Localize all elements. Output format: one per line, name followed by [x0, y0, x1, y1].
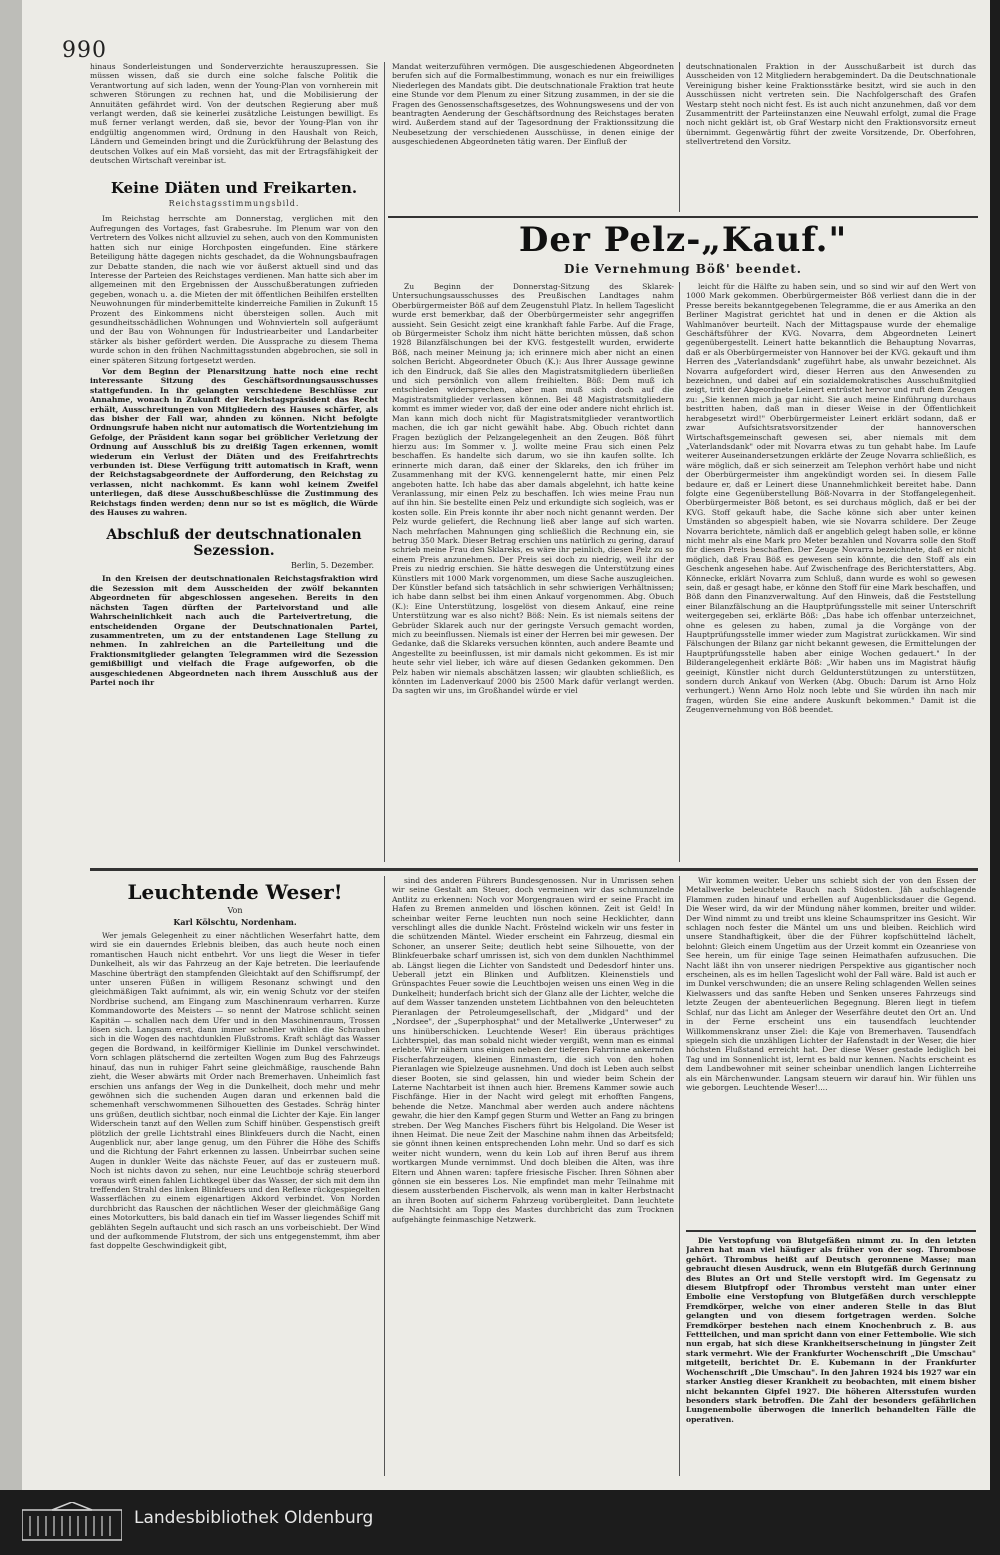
article-weser-1: Wer jemals Gelegenheit zu einer nächtlichen Weserfahrt hatte, dem wird sie ein dauerndes Erlebnis bleiben, das auch heute noch einen romantischen Hauch nicht entbehrt. Vor uns liegt die Weser in tiefer Dunkelheit, als wir das Fahrzeug an der Kaje betreten. Die leerlaufende Maschine überträgt den stampfenden Gleichtakt auf den Schiffsrumpf, der unter unseren Füßen in willigem Resonanz schwingt und den gleichmäßigen Takt aufnimmt, als wir, ein wenig Schutz vor der steifen Nordbrise suchend, am Eingang zum Maschinenraum verharren. Kurze Kommandoworte des Meisters — so nennt der Matrose schlicht seinen Kapitän — schallen nach dem Ufer und in den Maschinenraum, Trossen lösen sich. Langsam erst, dann immer schneller wühlen die Schrauben sich in die Wogen des nachtdunklen Flußstroms. Kraft schlägt das Wasser gegen die Bordwand, in keilförmiger Kiellinie im Dunkel verschwindet. Vorn schlagen plätschernd die zerteilten Wogen zum Bug des Fahrzeugs hinauf, das nun in ruhiger Fahrt seine gleichmäßige, rauschende Bahn zieht, die Weser abwärts mit Order nach Bremerhaven. Unheimlich fast erschien uns anfangs der Weg in die Dunkelheit, doch mehr und mehr gewöhnen sich die suchenden Augen daran und erkennen bald die schemenhaft verschwommenen Silhouetten des Gestades. Schräg hinter uns grüßen, deutlich sichtbar, noch einmal die Lichter der Kaje. Ein langer Widerschein tanzt auf den Wellen zum Schiff hinüber. Gespenstisch greift plötzlich der grelle Lichtstrahl eines Blinkfeuers durch die Nacht, einen Augenblick nur, aber lange genug, um den Führer die Höhe des Schiffs und die Richtung der Fahrt erkennen zu lassen. Unbeirrbar suchen seine Augen in dunkler Weite das nächste Feuer, auf das er zusteuern muß. Noch ist nichts davon zu sehen, nur eine Leuchtboje schräg steuerbord voraus wirft einen fahlen Lichtkegel über das Wasser, der sich mit dem ihn treffenden Strahl des linken Blinkfeuers und den Reflexe rückgespiegelten Wasserflächen zu einem eigenartigen Akkord verbindet. Von Norden durchbricht das Rauschen der nächtlichen Weser der gleichmäßige Gang eines Motorkutters, bis bald danach ein tief im Wasser liegendes Schiff mit geblähten Segeln auftaucht und sich rasch an uns vorbeischiebt. Der Wind und der aufkommende Flutstrom, der sich uns entgegenstemmt, ihm aber fast doppelte Geschwindigkeit gibt, [90, 931, 380, 1251]
blut-column [686, 1236, 976, 1476]
column-1 [90, 62, 378, 862]
section-rule [686, 1230, 976, 1232]
headline-weser: Leuchtende Weser! [127, 880, 343, 904]
article-weser-2: sind des anderen Führers Bundesgenossen. Nur in Umrissen sehen wir seine Gestalt am Steuer, doch vermeinen wir das schmunzelnde Antlitz zu erkennen: Noch vor Morgengrauen wird er seine Fracht im Hafen zu Bremen anmelden und löschen können. Zeit ist Geld! In scheinbar weiter Ferne leuchten nun noch seine Hecklichter, dann verschlingt alles die dunkle Nacht. Fröstelnd wickeln wir uns fester in die schützenden Mäntel. Wieder erscheint ein Fahrzeug, diesmal ein Schoner, an unserer Seite; deutlich hebt seine Silhouette, von der Blinkfeuerbake scharf umrissen ist, sich von dem dunklen Nachthimmel ab. Längst liegen die Lichter von Sandstedt und Dedesdorf hinter uns. Ueberall jetzt ein Blinken und Aufblitzen. Kleinenstiels und Grünspachtes Feuer sowie die Leuchtbojen weisen uns einen Weg in die Dunkelheit; hunderfach bricht sich der Glanz alle der Lichter, welche die auf dem Wasser tanzenden unstetem Lichtbahnen von den beleuchteten Pieranlagen der Petroleumgesellschaft, der „Midgard" und der „Nordsee", der „Superphosphat" und der Metallwerke „Unterweser" zu uns hinüberschicken. Leuchtende Weser! Ein überaus prächtiges Lichterspiel, das man sobald nicht wieder vergißt, wenn man es einmal erlebte. Wir nähern uns einigen neben der tieferen Fahrrinne ankernden Fischerfahrzeugen, kleinen Einmastern, die sich von den hohen Pieranlagen wie Spielzeuge ausnehmen. Und doch ist Leben auch selbst dieser Booten, sie sind gelassen, hin und wieder beim Schein der Laterne Nachtarbeit ist ihnen auch hier. Bremens Kammer sowie auch Fischfänge. Hier in der Nacht wird gelegt mit erhofften Fangens, behende die Netze. Manchmal aber werden auch andere nächtens gewahr, die hier den Kampf gegen Sturm und Wetter an Fang zu bringen streben. Der Weg Manches Fischers führt bis Helgoland. Die Weser ist ihnen Heimat. Die neue Zeit der Maschine nahm ihnen das Arbeitsfeld; sie gönnt ihnen keinen entsprechenden Lohn mehr. Und so darf es sich weiter nicht wundern, wenn du kein Lob auf ihren Beruf aus ihrem wortkargen Munde vernimmst. Und doch bleiben die Alten, was ihre Eltern und Ahnen waren: tapfere friesische Fischer. Ihren Söhnen aber gönnen sie ein besseres Los. Nie empfindet man mehr Teilnahme mit diesem aussterbenden Fischervolk, als wenn man in kalter Herbstnacht an ihren Booten auf sicherm Fahrzeug vorübergleitet. Dann leuchtete die Nachtsicht am Topp des Mastes durchbricht das zum Trocknen aufgehängte feinmaschige Netzwerk. [392, 876, 674, 1224]
pelz-column-left [392, 282, 674, 862]
headline-diaeten: Keine Diäten und Freikarten. [110, 179, 358, 198]
dateline-berlin: Berlin, 5. Dezember. [291, 561, 374, 571]
binder-edge [0, 0, 22, 1490]
pelz-column-right [686, 282, 976, 862]
byline-author: Karl Kölschtu, Nordenham. [173, 917, 297, 927]
article-sezession: In den Kreisen der deutschnationalen Reichstagsfraktion wird die Sezession mit dem Ausscheiden der zwölf bekannten Abgeordneten für abgeschlossen angesehen. Bereits in den nächsten Tagen dürften der Parteivorstand und alle Wahrscheinlichkeit nach auch die Parteivertretung, die entscheidenden Organe der Deutschnationalen Partei, zusammentreten, um zu der entstandenen Lage Stellung zu nehmen. In zahlreichen an die Parteileitung und die Fraktionsmitglieder gelangten Telegrammen wird die Sezession gemißbilligt und vielfach die Frage aufgeworfen, ob die ausgeschiedenen Abgeordneten nach ihrem Ausschluß aus der Partei noch ihr [90, 574, 378, 687]
article-intro: hinaus Sonderleistungen und Sonderverzichte herauszupressen. Sie müssen wissen, daß sie durch eine solche falsche Politik die Verantwortung auf sich laden, wenn der Young-Plan von vornherein mit schweren Störungen zu rechnen hat, und die Mobilisierung der Annuitäten gefährdet wird. Von der deutschen Regierung aber muß verlangt werden, daß sie keinerlei zusätzliche Leistungen bewilligt. Es muß ferner verlangt werden, daß sie, bevor der Young-Plan von ihr endgültig angenommen wird, Ordnung in den Haushalt von Reich, Ländern und Gemeinden bringt und die Zurückführung der Belastung des deutschen Volkes auf ein Maß vorsieht, das mit der Ertragsfähigkeit der deutschen Wirtschaft vereinbar ist. [90, 62, 378, 166]
weser-column-3 [686, 876, 976, 1226]
column-divider [679, 876, 680, 1476]
library-footer [0, 1490, 1000, 1555]
article-diaeten-2: Vor dem Beginn der Plenarsitzung hatte noch eine recht interessante Sitzung des Geschäftsordnungsausschusses stattgefunden. In ihr gelangten verschiedene Beschlüsse zur Annahme, wonach in Zukunft der Reichstagspräsident das Recht erhält, Ausschreitungen von Mitgliedern des Hauses schärfer, als das bisher der Fall war, ahnden zu können. Nicht befolgte Ordnungsrufe haben nicht nur automatisch die Wortentziehung im Gefolge, der Präsident kann sogar bei gröblicher Verletzung der Ordnung auf Ausschluß bis zu dreißig Tagen erkennen, womit wiederum ein Verlust der Diäten und des Freifahrtrechts verbunden ist. Diese Verfügung tritt automatisch in Kraft, wenn der Reichstagsabgeordnete der Aufforderung, den Reichstag zu verlassen, nicht nachkommt. Es kann wohl keinem Zweifel unterliegen, daß diese Ausschußbeschlüsse die Zustimmung des Reichstags finden werden; denn nur so ist es möglich, die Würde des Hauses zu wahren. [90, 366, 378, 518]
article-fraktion: deutschnationalen Fraktion in der Ausschußarbeit ist durch das Ausscheiden von 12 Mitgliedern herabgemindert. Da die Deutschnationale Vereinigung bisher keine Fraktionsstärke besitzt, wird sie auch in den Ausschüssen nicht vertreten sein. Die Nachfolgerschaft des Grafen Westarp steht noch nicht fest. Es ist auch nicht anzunehmen, daß vor dem Zusammentritt der Parteiinstanzen eine Neuwahl erfolgt, zumal die Frage noch nicht geklärt ist, ob Graf Westarp nicht den Fraktionsvorsitz erneut übernimmt. Gegenwärtig führt der zweite Vorsitzende, Dr. Oberfohren, stellvertretend den Vorsitz. [686, 62, 976, 147]
column-divider [679, 62, 680, 212]
page-number: 990 [62, 38, 107, 63]
column-3-top [686, 62, 976, 212]
column-2-top [392, 62, 674, 212]
library-name: Landesbibliothek Oldenburg [134, 1508, 374, 1528]
headline-sezession: Abschluß der deutschnationalen Sezession. [106, 527, 362, 560]
column-divider [384, 876, 385, 1476]
headline-pelz: Der Pelz-„Kauf." [518, 220, 848, 260]
weser-column-2 [392, 876, 674, 1476]
article-diaeten-1: Im Reichstag herrschte am Donnerstag, verglichen mit den Aufregungen des Vortages, fast Grabesruhe. Im Plenum war von den Vertretern des Volkes nicht allzuviel zu sehen, auch von den Kommunisten hatten sich nur einige Horchposten eingefunden. Eine stärkere Beteiligung hätte dagegen nichts geschadet, da die Wohnungsbaufragen zur Debatte standen, die nach wie vor äußerst aktuell sind und das Interesse der Parteien des Reichstages verdienen. Man hatte sich aber im allgemeinen mit den Ergebnissen der Ausschußberatungen zufrieden gegeben, wonach u. a. die Mieten der mit öffentlichen Beihilfen erstellten Neuwohnungen für minderbemittelte kinderreiche Familien in Zukunft 15 Prozent des Einkommens nicht übersteigen sollen. Auch mit gesundheitsschädlichen Wohnungen und Wohnvierteln soll aufgeräumt und der Bau von Wohnungen für Industriearbeiter und Landarbeiter stärker als bisher gefördert werden. Die Aussprache zu diesem Thema wurde schon in den frühen Nachmittagsstunden abgebrochen, sie soll in einer späteren Sitzung fortgesetzt werden. [90, 214, 378, 365]
byline-von: Von [227, 906, 243, 915]
subhead-diaeten: Reichstagsstimmungsbild. [168, 199, 300, 209]
newspaper-page [22, 0, 990, 1490]
article-mandat: Mandat weiterzuführen vermögen. Die ausgeschiedenen Abgeordneten berufen sich auf die Formalbestimmung, wonach es nur ein freiwilliges Niederlegen des Mandats gibt. Die deutschnationale Fraktion trat heute eine Stunde vor dem Plenum zu einer Sitzung zusammen, in der sie die Fragen des Genossenschaftsgesetzes, des Wohnungswesens und der von beantragten Aenderung der Geschäftsordnung des Reichstages beraten wird. Außerdem stand auf der Tagesordnung der Fraktionssitzung die Neubesetzung der verschiedenen Ausschüsse, in denen einige der ausgeschiedenen Abgeordneten tätig waren. Der Einfluß der [392, 62, 674, 147]
weser-column-1 [90, 876, 380, 1476]
column-divider [384, 62, 385, 862]
article-weser-3: Wir kommen weiter. Ueber uns schiebt sich der von den Essen der Metallwerke beleuchtete Rauch nach Südosten. Jäh aufschlagende Flammen zuden hinauf und erhellen auf Augenblicksdauer die Gegend. Die Weser wird, da wir der Mündung näher kommen, breiter und wilder. Der Wind nimmt zu und treibt uns kleine Schaumspritzer ins Gesicht. Wir schlagen noch fester die Mäntel um uns und bleiben. Reichlich wird unsere Standhaftigkeit, über die der Führer kopfschüttelnd lächelt, belohnt: Gleich einem Ungetüm aus der Urzeit kommt ein Ozeanriese von See herein, um für einige Tage seinen Heimathafen aufzusuchen. Die Nacht läßt ihn von unserer niedrigen Perspektive aus gigantischer noch erscheinen, als es im hellen Tageslicht wohl der Fall wäre. Bald ist auch er im Dunkel verschwunden; die an unsere Reling schlagenden Wellen seines Kielwassers und das sanfte Heben und Senken unseres Fahrzeugs sind letzte Zeugen der abenteuerlichen Begegnung. Bleren liegt in tiefem Schlaf, nur das Licht am Anleger der Weserfähre deutet den Ort an. Und in der Ferne erscheint uns ein tausendfach leuchtender Willkommenskranz unser Ziel: die Kaje von Bremerhaven. Tausendfach spiegeln sich die unzähligen Lichter der Hafenstadt in der Weser, die hier höchsten Flußstand erreicht hat. Der diese Weser gestade lediglich bei Tag und im Sonnenlicht ist, lernt es bald nur kennen. Nachts erscheint es dem Landbewohner mit seiner scheinbar unendlich langen Lichterreihe als ein Märchenwunder. Langsam steuern wir darauf hin. Wir fühlen uns wie geborgen. Leuchtende Weser!.... [686, 876, 976, 1092]
article-pelz-left: Zu Beginn der Donnerstag-Sitzung des Sklarek-Untersuchungsausschusses des Preußischen Landtages nahm Oberbürgermeister Böß auf dem Zeugenstuhl Platz. In hellem Tageslicht wurde erst bemerkbar, daß der Oberbürgermeister sehr angegriffen aussieht. Sein Gesicht zeigt eine krankhaft fahle Farbe. Auf die Frage, ob Bürgermeister Scholz ihm nicht hätte berichten müssen, daß schon 1928 Bilanzfälschungen bei der KVG. festgestellt wurden, erwiderte Böß, nach meiner Meinung ja; ich erinnere mich aber nicht an einen solchen Bericht. Abgeordneter Obuch (K.): Aus Ihrer Aussage gewinne ich den Eindruck, daß Sie alles den Magistratsmitgliedern überließen und sich persönlich von allem freihielten. Böß: Dem muß ich entschieden widersprechen, aber man muß sich doch auf die Magistratsmitglieder verlassen können. Bei 48 Magistratsmitgliedern kommt es immer wieder vor, daß der eine oder andere nicht ehrlich ist. Man kann mich doch nicht für Magistratsmitglieder verantwortlich machen, die ich gar nicht gewählt habe. Abg. Obuch richtet dann Fragen bezüglich der Pelzangelegenheit an den Zeugen. Böß führt hierzu aus: Im Sommer v. J. wollte meine Frau sich einen Pelz beschaffen. Es handelte sich darum, wo sie ihn kaufen sollte. Ich erinnerte mich daran, daß einer der Sklareks, den ich früher im Zusammenhang mit der KVG. kennengelernt hatte, mir einen Pelz angeboten hatte. Ich habe das aber damals abgelehnt, ich hatte keine Veranlassung, mir einen Pelz zu beschaffen. Ich wies meine Frau nun auf ihn hin. Sie bestellte einen Pelz und erkundigte sich sogleich, was er kosten solle. Ein Preis konnte ihr aber noch nicht genannt werden. Der Pelz wurde geliefert, die Rechnung ließ aber lange auf sich warten. Nach mehrfachen Mahnungen ging schließlich die Rechnung ein, sie betrug 350 Mark. Dieser Betrag erschien uns natürlich zu gering, darauf schrieb meine Frau den Sklareks, es wäre ihr peinlich, diesen Pelz zu so einem Preis anzunehmen. Der Preis sei doch zu niedrig, weil ihr der Preis zu niedrig erschien. Sie hätte deswegen die Unterstützung eines Künstlers mit 1000 Mark vorgenommen, um diese Sache auszugleichen. Der Künstler befand sich tatsächlich in sehr schwierigen Verhältnissen; ich habe dann selbst bei ihm einen Ankauf vorgenommen. Abg. Obuch (K.): Eine Unterstützung, losgelöst von diesem Ankauf, eine reine Unterstützung war es also nicht? Böß: Nein. Es ist niemals seitens der Gebrüder Sklarek auch nur der geringste Versuch gemacht worden, mich zu beeinflussen. Niemals ist einer der Herren bei mir gewesen. Der Gedanke, daß die Sklareks versuchen könnten, auch andere Beamte und Angestellte zu beeinflussen, ist mir damals nicht gekommen. Es ist mir heute sehr viel lieber, ich wäre auf diesen Gedanken gekommen. Den Pelz haben wir niemals abschätzen lassen; wir glaubten schließlich, es könnten im Ladenverkauf 2000 bis 2500 Mark dafür verlangt werden. Da sagten wir uns, im Großhandel würde er viel [392, 282, 674, 696]
section-rule [388, 216, 978, 218]
library-building-icon [22, 1502, 122, 1542]
subhead-pelz: Die Vernehmung Böß' beendet. [564, 262, 802, 276]
article-pelz-right: leicht für die Hälfte zu haben sein, und so sind wir auf den Wert von 1000 Mark gekommen. Oberbürgermeister Böß verliest dann die in der Presse bereits bekanntgegebenen Telegramme, die er aus Amerika an den Berliner Magistrat gerichtet hat und in denen er die Aktion als Wahlmanöver beurteilt. Nach der Mittagspause wurde der ehemalige Geschäftsführer der KVG. Novarra, dem Abgeordneten Leinert gegenübergestellt. Leinert hatte bekanntlich die Behauptung Novarras, daß er als Oberbürgermeister von Hannover bei der KVG. gekauft und ihm Herren des „Vaterlandsdank" zugeführt habe, als unwahr bezeichnet. Als Novarra aufgefordert wird, dieser Herren aus den Anwesenden zu bezeichnen, und dabei auf ein sozialdemokratisches Ausschußmitglied zeigt, tritt der Abgeordnete Leinert entrüstet hervor und ruft dem Zeugen zu: „Sie kennen mich ja gar nicht. Sie auch meine Einführung durchaus bestritten haben, daß man in dieser Weise in der Öffentlichkeit herabgesetzt wird!" Oberbürgermeister Leinert erklärt sodann, daß er zwar Aufsichtsratsvorsitzender der hannoverschen Wirtschaftsgemeinschaft gewesen sei, aber niemals mit dem „Vaterlandsdank" oder mit Novarra etwas zu tun gehabt habe. Im Laufe weiterer Auseinandersetzungen erklärte der Zeuge Novarra schließlich, es wäre möglich, daß er sich seinerzeit am Telephon verhört habe und nicht der Oberbürgermeister ihm angekündigt worden sei. In diesem Falle bedaure er, daß er Leinert diese Unannehmlichkeit bereitet habe. Dann folgte eine Gegenüberstellung Böß-Novarra in der Stoffangelegenheit. Oberbürgermeister Böß betont, es sei durchaus möglich, daß er bei der KVG. Stoff gekauft habe, die Sache könne sich aber unter keinen Umständen so abgespielt haben, wie sie Novarra schildere. Der Zeuge Novarra berichtete, nämlich daß er angeblich gelegt haben solle, er könne nicht mehr als eine Mark pro Meter bezahlen und Novarra solle den Stoff für diesen Preis beschaffen. Der Zeuge Novarra bezeichnete, daß er nicht möglich, daß Frau Böß es gewesen sein könnte, die den Stoff als ein Geschenk angesehen habe. Auf Zwischenfrage des Berichterstatters, Abg. Könnecke, erklärt Novarra zum Schluß, dann wurde es wohl so gewesen sein, daß er gesagt habe, er könne den Stoff für eine Mark beschaffen, und Böß dann den Finanzverwaltung. Auf den Hinweis, daß die Feststellung einer Bilanzfälschung an die Hauptprüfungsstelle mit seiner Unterschrift weitergegeben sei, erklärte Böß: „Das habe ich offenbar unterzeichnet, ohne es gelesen zu haben, zumal ja die Vorgänge von der Hauptprüfungsstelle immer wieder zum Magistrat zurückkamen. Wir sind Fälschungen der Bilanz gar nicht bekannt gewesen, die Ermittelungen der Hauptprüfungsstelle haben aber einige Wochen gedauert." In der Bilderangelegenheit erklärte Böß: „Wir haben uns im Magistrat häufig geeinigt, Künstler nicht durch Geldunterstützungen zu unterstützen, sondern durch Ankauf von Werken (Abg. Obuch: Darum ist Arno Holz verhungert.) Wenn Arno Holz noch lebte und Sie würden ihn nach mir fragen, würden Sie eine andere Auskunft bekommen." Damit ist die Zeugenvernehmung von Böß beendet. [686, 282, 976, 715]
article-blutgefaesse: Die Verstopfung von Blutgefäßen nimmt zu. In den letzten Jahren hat man viel häufiger als früher von der sog. Thrombose gehört. Thrombus heißt auf Deutsch geronnene Masse; man gebraucht diesen Ausdruck, wenn ein Blutgefäß durch Gerinnung des Blutes an Ort und Stelle verstopft wird. Im Gegensatz zu diesem Blutpfropf oder Thrombus versteht man unter einer Embolie eine Verstopfung von Blutgefäßen durch verschleppte Fremdkörper, welche von einer anderen Stelle in das Blut gelangten und von diesem fortgetragen werden. Solche Fremdkörper bestehen nach einem Knochenbruch z. B. aus Fettteilchen, und man spricht dann von einer Fettembolie. Wie sich nun ergab, hat sich diese Krankheitserscheinung in jüngster Zeit stark vermehrt. Wie der Frankfurter Wochenschrift „Die Umschau" mitgeteilt, berichtet Dr. E. Kubemann in der Frankfurter Wochenschrift „Die Umschau". In den Jahren 1924 bis 1927 war ein starker Anstieg dieser Krankheit zu beobachten, mit einem bisher nicht bekannten Gipfel 1927. Die höheren Altersstufen wurden besonders stark betroffen. Die Zahl der besonders gefährlichen Lungenembolie überwogen die innerlich behandelten Fälle die operativen. [686, 1236, 976, 1424]
column-divider [679, 282, 680, 862]
section-rule [90, 868, 978, 871]
